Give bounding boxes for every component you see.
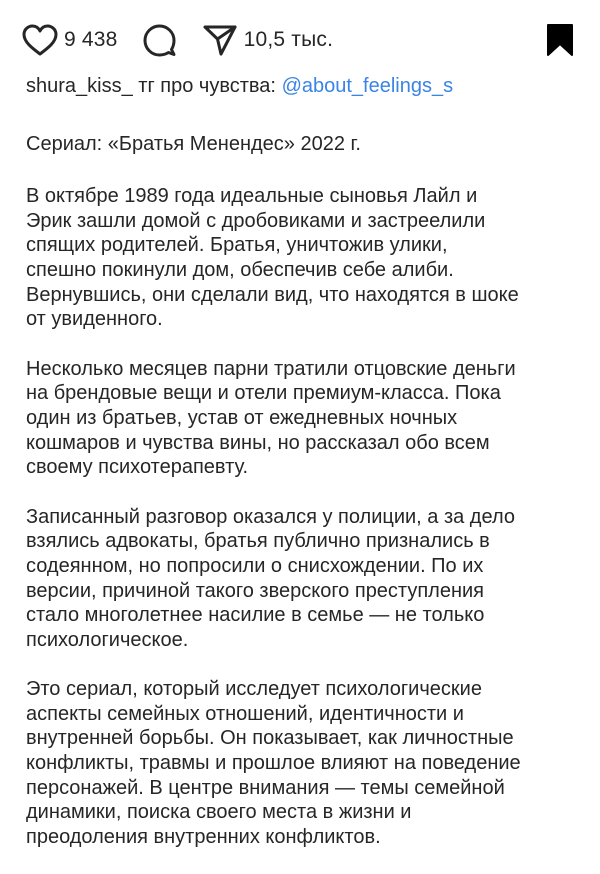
- caption-paragraph: Это сериал, который исследует психологические аспекты семейных отношений, идентичности и внутренней борьбы. Он показывает, как личностные конфликты, травмы и прошлое влияют на поведение персонажей. В центре внимания — темы семейной динамики, поиска своего места в жизни и преодоления внутренних конфликтов.: [26, 678, 521, 848]
- author-username[interactable]: shura_kiss_: [26, 75, 133, 97]
- caption-paragraph: В октябре 1989 года идеальные сыновья Лайл и Эрик зашли домой с дробовиками и застреелили спящих родителей. Братья, уничтожив улики, спешно покинули дом, обеспечив себе алиби. Вернувшись, они сделали вид, что находятся в шоке от увиденного.: [26, 185, 519, 331]
- mention-link[interactable]: @about_feelings_s: [281, 75, 454, 97]
- post-action-bar: [20, 18, 580, 62]
- like-count: 9 438: [64, 28, 118, 51]
- caption-header: [26, 74, 582, 99]
- bookmark-icon: [546, 23, 574, 57]
- share-button[interactable]: [202, 23, 334, 57]
- caption-paragraph: Несколько месяцев парни тратили отцовские деньги на брендовые вещи и отели премиум-класса. Пока один из братьев, устав от ежедневных ночных кошмаров и чувства вины, но рассказал обо всем своему психотерапевту.: [26, 357, 516, 479]
- heart-icon: [22, 24, 58, 56]
- share-count: 10,5 тыс.: [243, 28, 334, 51]
- speech-bubble-icon: [142, 23, 176, 57]
- caption-paragraph: Записанный разговор оказался у полиции, а за дело взялись адвокаты, братья публично признались в содеянном, но попросили о снисхождении. По их версии, причиной такого зверского преступления стало многолетнее насилие в семье — не только психологическое.: [26, 505, 515, 651]
- caption-intro: тг про чувства:: [138, 75, 276, 97]
- like-button[interactable]: [22, 24, 118, 56]
- post-caption: [26, 74, 582, 874]
- paper-plane-icon: [202, 23, 238, 57]
- caption-paragraph: Сериал: «Братья Менендес» 2022 г.: [26, 132, 361, 155]
- comment-button[interactable]: [142, 23, 176, 57]
- save-button[interactable]: [546, 23, 574, 57]
